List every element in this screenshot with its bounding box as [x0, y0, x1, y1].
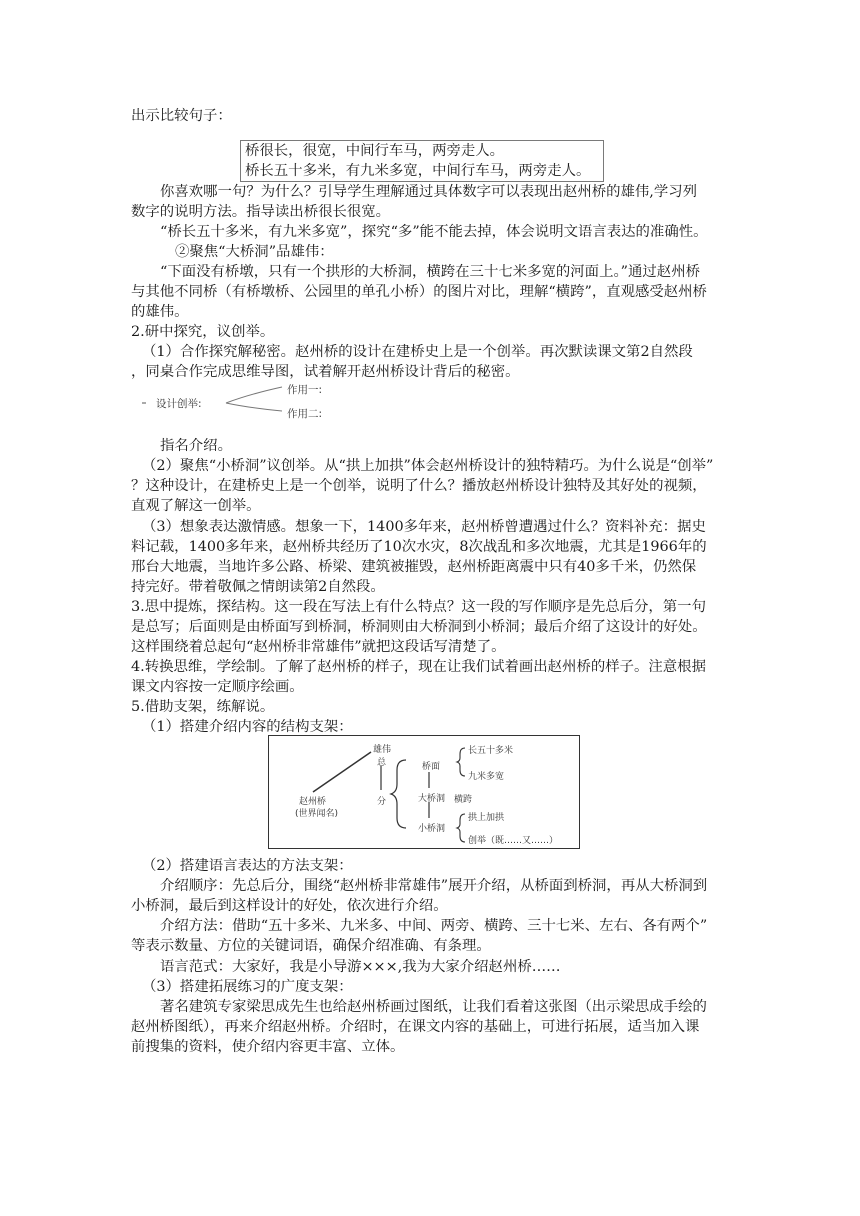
- diagram-top: 雄伟: [373, 745, 392, 755]
- section-heading: 5.借助支架，练解说。: [131, 699, 275, 715]
- mind-map-center: 设计创举:: [156, 398, 202, 410]
- structure-diagram: [268, 735, 580, 849]
- diagram-daqiaodong: 大桥洞: [418, 794, 446, 804]
- paragraph-line: 小桥洞，最后到这样设计的好处，依次进行介绍。: [131, 898, 448, 914]
- paragraph-line: 持完好。带着敬佩之情朗读第2自然段。: [131, 579, 385, 595]
- paragraph-line: 这样围绕着总起句“赵州桥非常雄伟”就把这段话写清楚了。: [131, 639, 506, 655]
- diagram-qiaomian: 桥面: [422, 762, 441, 772]
- paragraph-line: （1）搭建介绍内容的结构支架：: [142, 719, 353, 735]
- paragraph-line: 等表示数量、方位的关键词语，确保介绍准确、有条理。: [131, 938, 491, 954]
- diagram-hengkua: 横跨: [454, 795, 473, 805]
- paragraph-line: ②聚焦“大桥洞”品雄伟：: [175, 244, 334, 260]
- paragraph-line: 与其他不同桥（有桥墩桥、公园里的单孔小桥）的图片对比，理解“横跨”，直观感受赵州桥: [131, 284, 707, 300]
- diagram-fen: 分: [377, 797, 387, 807]
- paragraph-line: 的雄伟。: [131, 304, 189, 320]
- paragraph-line: 语言范式：大家好，我是小导游×××,我为大家介绍赵州桥……: [160, 959, 561, 975]
- paragraph-line: ？这种设计，在建桥史上是一个创举，说明了什么？播放赵州桥设计独特及其好处的视频，: [131, 478, 707, 494]
- diagram-zong: 总: [377, 758, 387, 768]
- paragraph-line: 直观了解这一创举。: [131, 498, 261, 514]
- paragraph-line: 课文内容按一定顺序绘画。: [131, 679, 304, 695]
- section-heading: 4.转换思维，学绘制。了解了赵州桥的样子，现在让我们试着画出赵州桥的样子。注意根据: [131, 659, 706, 675]
- paragraph-line: 赵州桥图纸），再来介绍赵州桥。介绍时，在课文内容的基础上，可进行拓展，适当加入课: [131, 1019, 700, 1035]
- paragraph-line: （2）搭建语言表达的方法支架：: [142, 858, 353, 874]
- paragraph-line: 你喜欢哪一句？为什么？引导学生理解通过具体数字可以表现出赵州桥的雄伟,学习列: [160, 184, 698, 200]
- intro-line: 出示比较句子：: [131, 108, 232, 124]
- comparison-sentence-2: 桥长五十多米，有九米多宽，中间行车马，两旁走人。: [245, 163, 591, 179]
- diagram-chuangju: 创举（既……又……）: [468, 836, 559, 846]
- diagram-changwushi: 长五十多米: [468, 746, 514, 756]
- paragraph-line: “桥长五十多米，有九米多宽”，探究“多”能不能去掉，体会说明文语言表达的准确性。: [160, 224, 708, 240]
- diagram-xiaoqiaodong: 小桥洞: [418, 824, 446, 834]
- paragraph-line: 数字的说明方法。指导读出桥很长很宽。: [131, 204, 391, 220]
- paragraph-line: 是总写；后面则是由桥面写到桥洞，桥洞则由大桥洞到小桥洞；最后介绍了这设计的好处。: [131, 619, 707, 635]
- paragraph-line: （1）合作探究解秘密。赵州桥的设计在建桥史上是一个创举。再次默读课文第2自然段: [142, 344, 693, 360]
- diagram-root-note: (世界闻名): [295, 809, 339, 819]
- paragraph-line: （3）想象表达激情感。想象一下，1400多年来，赵州桥曾遭遇过什么？资料补充：据史: [142, 519, 706, 535]
- paragraph-line: ，同桌合作完成思维导图，试着解开赵州桥设计背后的秘密。: [131, 364, 520, 380]
- paragraph-line: 邢台大地震，当地许多公路、桥梁、建筑被摧毁，赵州桥距离震中只有40多千米，仍然保: [131, 559, 697, 575]
- paragraph-line: 前搜集的资料，使介绍内容更丰富、立体。: [131, 1039, 405, 1055]
- paragraph-line: 介绍方法：借助“五十多米、九米多、中间、两旁、横跨、三十七米、左右、各有两个”: [160, 918, 708, 934]
- paragraph-line: 指名介绍。: [160, 438, 232, 454]
- section-heading: 2.研中探究，议创举。: [131, 324, 275, 340]
- paragraph-line: “下面没有桥墩，只有一个拱形的大桥洞，横跨在三十七米多宽的河面上。”通过赵州桥: [160, 264, 700, 280]
- mind-map-branch-2: 作用二:: [287, 408, 323, 420]
- diagram-gongshang: 拱上加拱: [468, 813, 505, 823]
- paragraph-line: 介绍顺序：先总后分，围绕“赵州桥非常雄伟”展开介绍，从桥面到桥洞，再从大桥洞到: [160, 878, 708, 894]
- mind-map-branch-1: 作用一:: [287, 384, 323, 396]
- mind-map: [140, 382, 360, 422]
- paragraph-line: （2）聚焦“小桥洞”议创举。从“拱上加拱”体会赵州桥设计的独特精巧。为什么说是“创举”: [142, 458, 714, 474]
- comparison-sentence-1: 桥很长，很宽，中间行车马，两旁走人。: [245, 143, 505, 159]
- comparison-box: [240, 140, 604, 182]
- diagram-jiumi: 九米多宽: [468, 772, 505, 782]
- paragraph-line: （3）搭建拓展练习的广度支架：: [142, 979, 353, 995]
- paragraph-line: 著名建筑专家梁思成先生也给赵州桥画过图纸，让我们看着这张图（出示梁思成手绘的: [160, 999, 707, 1015]
- paragraph-line: 料记载，1400多年来，赵州桥共经历了10次水灾，8次战乱和多次地震，尤其是1966年的: [131, 539, 707, 555]
- diagram-root: 赵州桥: [299, 797, 327, 807]
- section-heading: 3.思中提炼，探结构。这一段在写法上有什么特点？这一段的写作顺序是先总后分，第一句: [131, 599, 706, 615]
